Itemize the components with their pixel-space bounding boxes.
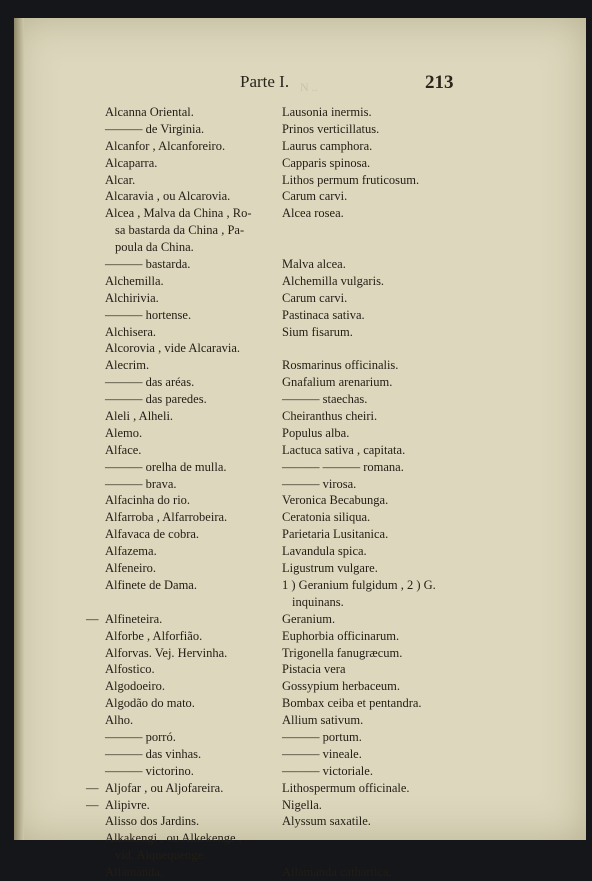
margin-mark bbox=[86, 391, 104, 408]
latin-entry-line: Gnafalium arenarium. bbox=[282, 375, 393, 390]
latin-entry-line: Alchemilla vulgaris. bbox=[282, 273, 385, 288]
entry-line: sa bastarda da China , Pa- bbox=[115, 223, 245, 238]
margin-mark bbox=[86, 239, 104, 256]
margin-mark bbox=[86, 324, 104, 341]
latin-entry-line: Ligustrum vulgare. bbox=[282, 561, 378, 576]
latin-entry-line: Laurus camphora. bbox=[282, 138, 373, 153]
entry-line: ——— brava. bbox=[105, 476, 177, 491]
entry-line: Alforvas. Vej. Hervinha. bbox=[105, 645, 228, 660]
entry-line: Alipivre. bbox=[105, 797, 150, 812]
latin-entry-line: ——— staechas. bbox=[282, 392, 368, 407]
entry-line: Alcea , Malva da China , Ro- bbox=[105, 206, 252, 221]
entry-line: ——— orelha de mulla. bbox=[105, 459, 227, 474]
bleed-through-text: N .. bbox=[300, 80, 318, 94]
entry-line: Alchisera. bbox=[105, 324, 157, 339]
margin-mark bbox=[86, 340, 104, 357]
entry-line: Alcaparra. bbox=[105, 155, 158, 170]
latin-entry-line: Lactuca sativa , capitata. bbox=[282, 442, 406, 457]
margin-mark bbox=[86, 357, 104, 374]
margin-mark bbox=[86, 813, 104, 830]
latin-entry-line: Veronica Becabunga. bbox=[282, 493, 389, 508]
latin-entry-line: 1 ) Geranium fulgidum , 2 ) G. bbox=[282, 577, 436, 592]
latin-entry-line: Lavandula spica. bbox=[282, 544, 367, 559]
margin-mark bbox=[86, 222, 104, 239]
entry-line: Alchemilla. bbox=[105, 273, 164, 288]
margin-mark bbox=[86, 442, 104, 459]
margin-mark bbox=[86, 476, 104, 493]
margin-mark: — bbox=[86, 780, 99, 795]
latin-entry-line: Euphorbia officinarum. bbox=[282, 628, 400, 643]
margin-mark bbox=[86, 864, 104, 881]
latin-entry-line: Lithos permum fruticosum. bbox=[282, 172, 420, 187]
entry-line: ——— das aréas. bbox=[105, 375, 195, 390]
margin-mark bbox=[86, 155, 104, 172]
latin-entry-line: Ceratonia siliqua. bbox=[282, 510, 371, 525]
entry-line: Alfeneiro. bbox=[105, 561, 157, 576]
entry-line: Alfineteira. bbox=[105, 611, 163, 626]
margin-mark bbox=[86, 104, 104, 121]
entry-line: Alkakengi , ou Alkekenge , bbox=[105, 831, 242, 846]
entry-line: Alcorovia , vide Alcaravia. bbox=[105, 341, 241, 356]
entry-line: vid. Alquequenge. bbox=[115, 848, 207, 863]
latin-entry-line: Carum carvi. bbox=[282, 290, 348, 305]
margin-mark bbox=[86, 273, 104, 290]
latin-entry-line: Capparis spinosa. bbox=[282, 155, 371, 170]
margin-mark bbox=[86, 188, 104, 205]
latin-entry-line: ——— portum. bbox=[282, 729, 362, 744]
latin-entry-line: Rosmarinus officinalis. bbox=[282, 358, 399, 373]
margin-mark bbox=[86, 847, 104, 864]
entry-line: Alfinete de Dama. bbox=[105, 577, 197, 592]
entry-line: Allamanda. bbox=[105, 865, 163, 880]
entry-line bbox=[105, 594, 275, 611]
entry-line: ——— victorino. bbox=[105, 763, 194, 778]
margin-mark bbox=[86, 712, 104, 729]
margin-mark bbox=[86, 374, 104, 391]
entry-line: Alemo. bbox=[105, 425, 143, 440]
page-number: 213 bbox=[425, 72, 454, 93]
margin-mark bbox=[86, 509, 104, 526]
latin-entry-line bbox=[282, 847, 482, 864]
margin-mark: — bbox=[86, 797, 99, 812]
entry-line: Alforbe , Alforfião. bbox=[105, 628, 203, 643]
margin-mark bbox=[86, 628, 104, 645]
margin-mark bbox=[86, 256, 104, 273]
entry-line: ——— das vinhas. bbox=[105, 746, 202, 761]
entry-line: Aljofar , ou Aljofareira. bbox=[105, 780, 224, 795]
margin-mark bbox=[86, 138, 104, 155]
latin-entry-line: Geranium. bbox=[282, 611, 336, 626]
portuguese-names-column bbox=[105, 104, 275, 881]
margin-mark bbox=[86, 763, 104, 780]
margin-mark bbox=[86, 425, 104, 442]
entry-line: Alface. bbox=[105, 442, 142, 457]
entry-line: Alfazema. bbox=[105, 544, 157, 559]
latin-entry-line bbox=[282, 239, 482, 256]
margin-mark bbox=[86, 459, 104, 476]
entry-line: Alcaravia , ou Alcarovia. bbox=[105, 189, 231, 204]
latin-entry-line: ——— victoriale. bbox=[282, 763, 373, 778]
latin-entry-line: Parietaria Lusitanica. bbox=[282, 527, 389, 542]
entry-line: ——— de Virginia. bbox=[105, 121, 205, 136]
margin-mark bbox=[86, 577, 104, 594]
entry-line: Alcanfor , Alcanforeiro. bbox=[105, 138, 226, 153]
latin-entry-line: inquinans. bbox=[292, 594, 344, 609]
entry-line: Algodão do mato. bbox=[105, 696, 195, 711]
margin-mark bbox=[86, 205, 104, 222]
latin-entry-line bbox=[282, 340, 482, 357]
margin-mark bbox=[86, 645, 104, 662]
latin-entry-line: Alcea rosea. bbox=[282, 206, 344, 221]
latin-entry-line: Nigella. bbox=[282, 797, 322, 812]
margin-mark bbox=[86, 729, 104, 746]
latin-entry-line: ——— ——— romana. bbox=[282, 459, 404, 474]
latin-entry-line: Populus alba. bbox=[282, 425, 350, 440]
entry-line: Alfacinha do rio. bbox=[105, 493, 191, 508]
entry-line: ——— porró. bbox=[105, 729, 176, 744]
entry-line: Alcanna Oriental. bbox=[105, 105, 194, 119]
margin-mark bbox=[86, 746, 104, 763]
entry-line: Alho. bbox=[105, 713, 134, 728]
margin-mark: — bbox=[86, 611, 99, 626]
latin-entry-line: Gossypium herbaceum. bbox=[282, 679, 401, 694]
latin-entry-line bbox=[282, 222, 482, 239]
entry-line: Alisso dos Jardins. bbox=[105, 814, 200, 829]
entry-line: Alfostico. bbox=[105, 662, 155, 677]
entry-line: Alfavaca de cobra. bbox=[105, 527, 200, 542]
margin-mark bbox=[86, 172, 104, 189]
latin-entry-line: Bombax ceiba et pentandra. bbox=[282, 696, 422, 711]
entry-line: Alecrim. bbox=[105, 358, 150, 373]
latin-entry-line: Allium sativum. bbox=[282, 713, 364, 728]
margin-mark bbox=[86, 560, 104, 577]
latin-entry-line: Prinos verticillatus. bbox=[282, 121, 380, 136]
margin-marks bbox=[86, 104, 104, 881]
latin-entry-line: ——— virosa. bbox=[282, 476, 357, 491]
margin-mark bbox=[86, 492, 104, 509]
running-head: Parte I. bbox=[240, 72, 290, 91]
entry-line: ——— das paredes. bbox=[105, 392, 207, 407]
latin-entry-line bbox=[282, 830, 482, 847]
latin-names-column bbox=[282, 104, 482, 881]
latin-entry-line: Carum carvi. bbox=[282, 189, 348, 204]
entry-line: ——— bastarda. bbox=[105, 257, 191, 272]
margin-mark bbox=[86, 695, 104, 712]
margin-mark bbox=[86, 594, 104, 611]
margin-mark bbox=[86, 408, 104, 425]
entry-line: Alchirivia. bbox=[105, 290, 159, 305]
latin-entry-line: Cheiranthus cheiri. bbox=[282, 409, 378, 424]
margin-mark bbox=[86, 526, 104, 543]
latin-entry-line: Pastinaca sativa. bbox=[282, 307, 365, 322]
latin-entry-line: Malva alcea. bbox=[282, 257, 346, 272]
margin-mark bbox=[86, 307, 104, 324]
entry-line: Aleli , Alheli. bbox=[105, 409, 174, 424]
latin-entry-line: Allamanda cathartica. bbox=[282, 865, 392, 880]
entry-line: Alfarroba , Alfarrobeira. bbox=[105, 510, 228, 525]
margin-mark bbox=[86, 290, 104, 307]
margin-mark bbox=[86, 678, 104, 695]
margin-mark bbox=[86, 830, 104, 847]
latin-entry-line: Pistacia vera bbox=[282, 662, 346, 677]
entry-line: Algodoeiro. bbox=[105, 679, 166, 694]
latin-entry-line: ——— vineale. bbox=[282, 746, 362, 761]
page-gutter bbox=[14, 18, 24, 840]
latin-entry-line: Sium fisarum. bbox=[282, 324, 353, 339]
margin-mark bbox=[86, 661, 104, 678]
margin-mark bbox=[86, 121, 104, 138]
latin-entry-line: Trigonella fanugræcum. bbox=[282, 645, 403, 660]
margin-mark bbox=[86, 543, 104, 560]
latin-entry-line: Lithospermum officinale. bbox=[282, 780, 410, 795]
entry-line: Alcar. bbox=[105, 172, 136, 187]
entry-line: ——— hortense. bbox=[105, 307, 192, 322]
latin-entry-line: Alyssum saxatile. bbox=[282, 814, 371, 829]
latin-entry-line: Lausonia inermis. bbox=[282, 105, 372, 119]
entry-line: poula da China. bbox=[115, 240, 194, 255]
